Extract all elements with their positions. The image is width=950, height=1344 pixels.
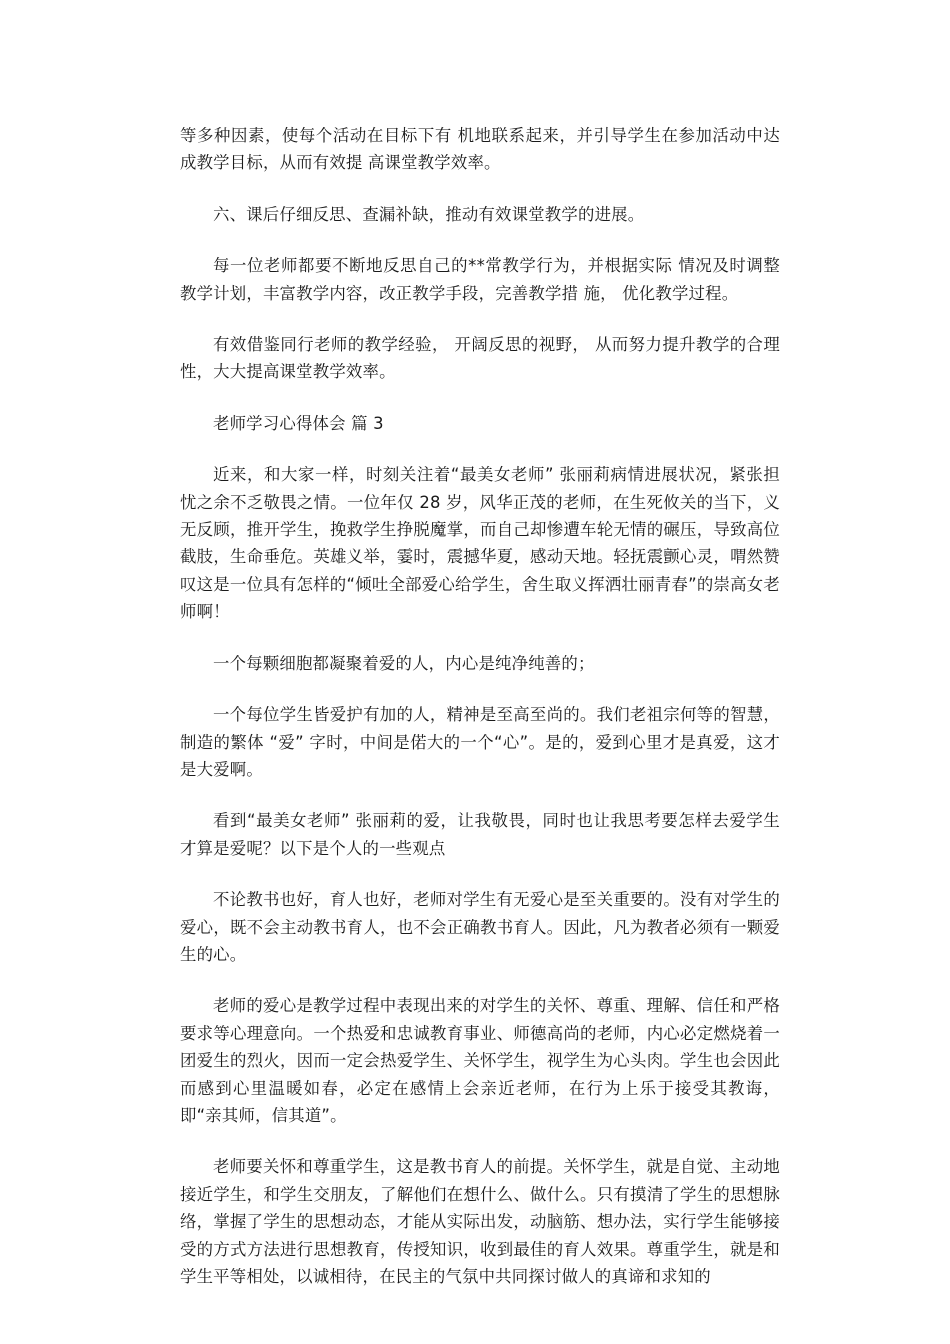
paragraph: 一个每颗细胞都凝聚着爱的人，内心是纯净纯善的；	[213, 653, 595, 673]
section-heading-six: 六、课后仔细反思、查漏补缺，推动有效课堂教学的进展。	[213, 204, 645, 224]
article-title: 老师学习心得体会 篇 3	[213, 413, 384, 433]
document-body	[180, 122, 780, 1314]
paragraph: 老师的爱心是教学过程中表现出来的对学生的关怀、尊重、理解、信任和严格要求等心理意向。一个热爱和忠诚教育事业、师德高尚的老师，内心必定燃烧着一团爱生的烈火，因而一定会热爱学生、关怀学生，视学生为心头肉。学生也会因此而感到心里温暖如春，必定在感情上会亲近老师，在行为上乐于接受其教诲，即“亲其师，信其道”。	[180, 996, 780, 1125]
paragraph: 一个每位学生皆爱护有加的人，精神是至高至尚的。我们老祖宗何等的智慧，制造的繁体 “爱” 字时，中间是偌大的一个“心”。是的，爱到心里才是真爱，这才是大爱啊。	[180, 705, 780, 779]
paragraph-continuation: 等多种因素，使每个活动在目标下有 机地联系起来，并引导学生在参加活动中达成教学目标，从而有效提 高课堂教学效率。	[180, 126, 780, 173]
paragraph: 有效借鉴同行老师的教学经验， 开阔反思的视野， 从而努力提升教学的合理性，大大提高课堂教学效率。	[180, 335, 780, 382]
paragraph: 不论教书也好，育人也好，老师对学生有无爱心是至关重要的。没有对学生的爱心，既不会主动教书育人，也不会正确教书育人。因此，凡为教者必须有一颗爱生的心。	[180, 890, 780, 964]
paragraph: 看到“最美女老师” 张丽莉的爱，让我敬畏，同时也让我思考要怎样去爱学生才算是爱呢？以下是个人的一些观点	[180, 811, 780, 858]
paragraph: 每一位老师都要不断地反思自己的**常教学行为，并根据实际 情况及时调整教学计划，丰富教学内容，改正教学手段，完善教学措 施， 优化教学过程。	[180, 256, 780, 303]
paragraph: 近来，和大家一样，时刻关注着“最美女老师” 张丽莉病情进展状况，紧张担忧之余不乏敬畏之情。一位年仅 28 岁，风华正茂的老师，在生死攸关的当下，义无反顾，推开学生，挽救学生挣脱魔掌，而自己却惨遭车轮无情的碾压，导致高位截肢，生命垂危。英雄义举，霎时，震撼华夏，感动天地。轻抚震颤心灵，喟然赞叹这是一位具有怎样的“倾吐全部爱心给学生，舍生取义挥洒壮丽青春”的崇高女老师啊！	[180, 465, 780, 622]
paragraph: 老师要关怀和尊重学生，这是教书育人的前提。关怀学生，就是自觉、主动地接近学生，和学生交朋友，了解他们在想什么、做什么。只有摸清了学生的思想脉络，掌握了学生的思想动态，才能从实际出发，动脑筋、想办法，实行学生能够接受的方式方法进行思想教育，传授知识，收到最佳的育人效果。尊重学生，就是和学生平等相处，以诚相待，在民主的气氛中共同探讨做人的真谛和求知的	[180, 1157, 780, 1286]
